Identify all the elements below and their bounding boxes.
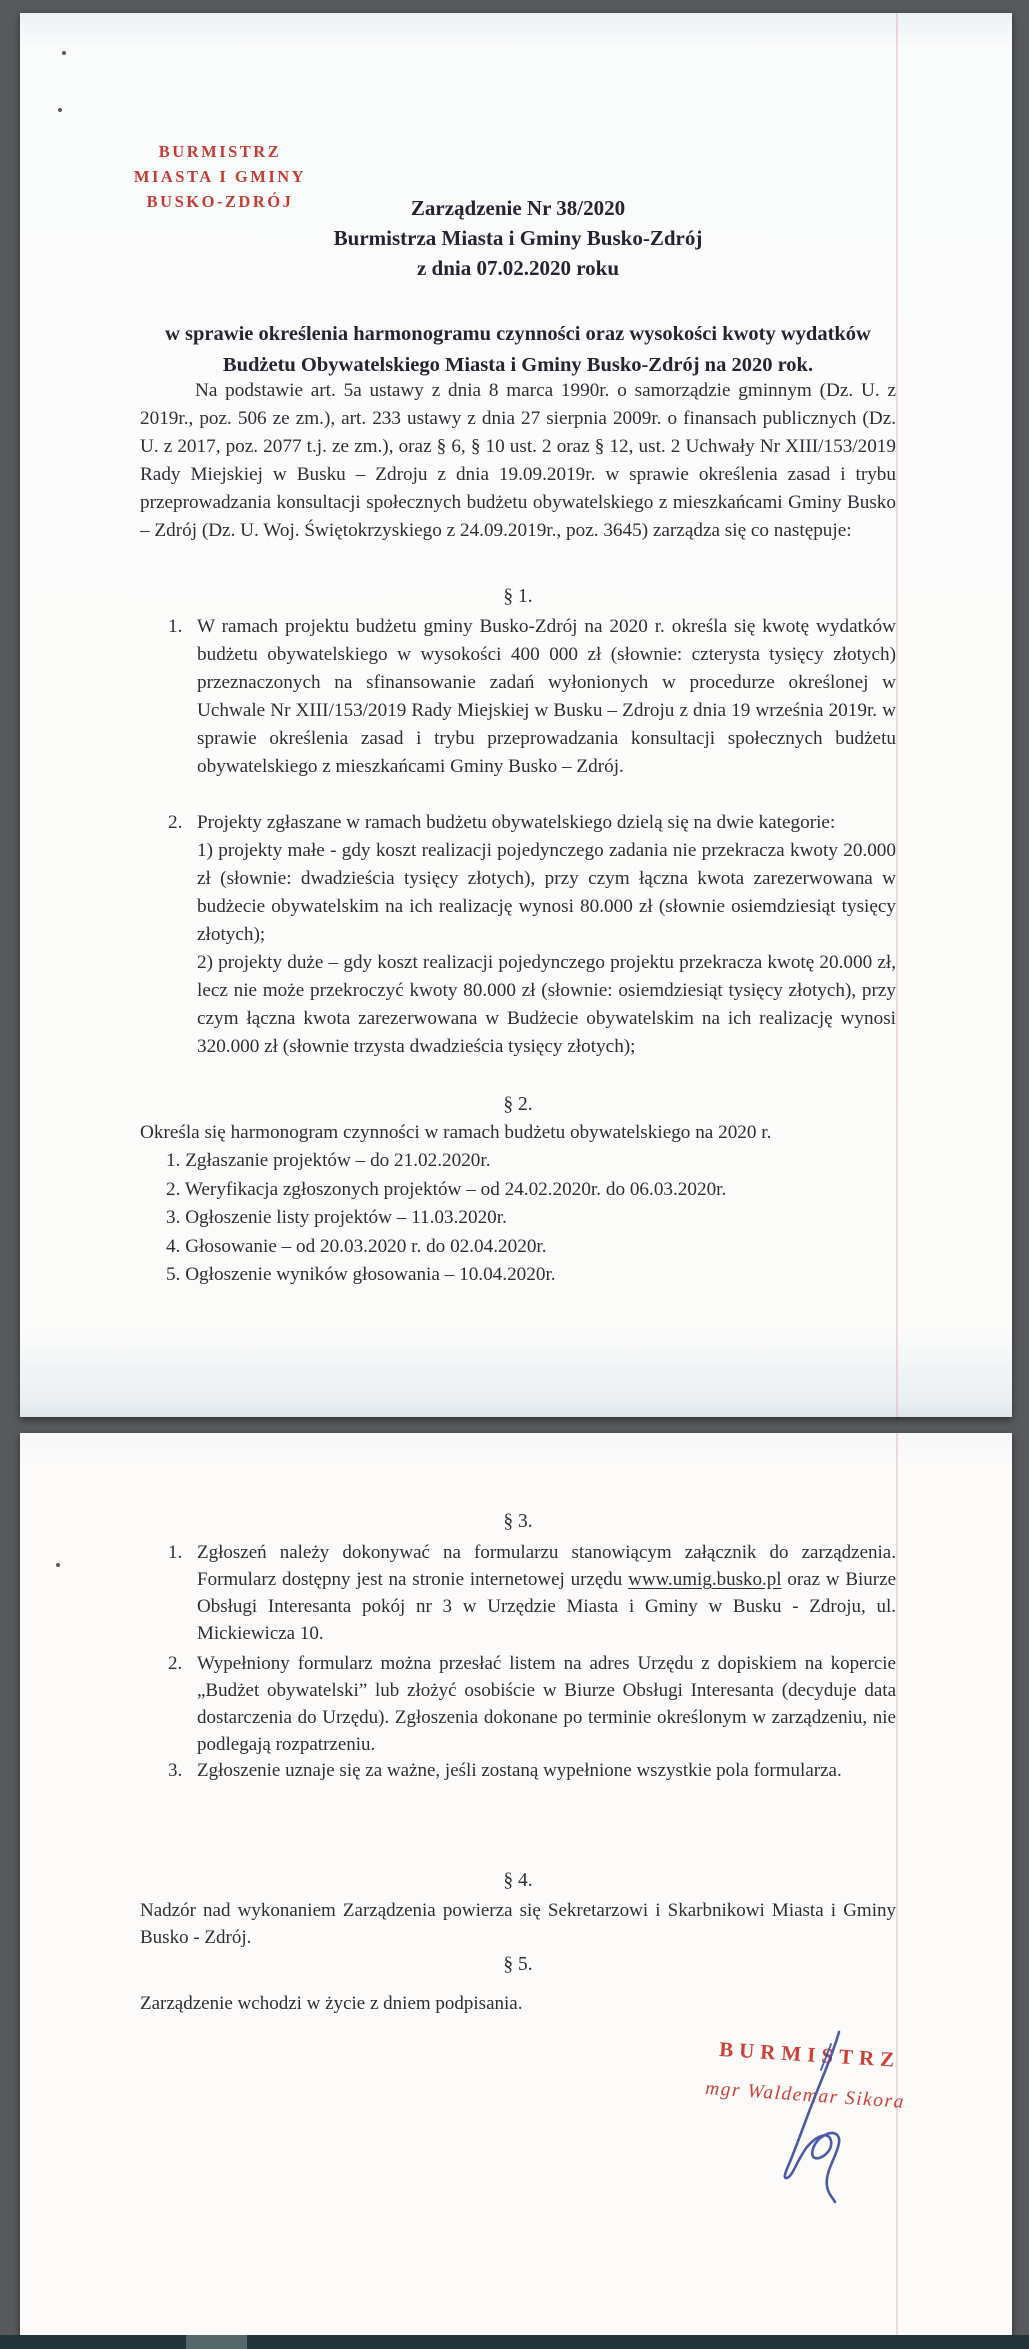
handwritten-signature (776, 2026, 860, 2206)
section-4-heading: § 4. (503, 1870, 533, 1891)
document-title (140, 193, 896, 283)
section1-item-2-point-1: 1) projekty małe - gdy koszt realizacji pojedynczego zadania nie przekracza kwoty 20.000 zł (słownie: dwadzieścia tysięcy złotych), przy czym łączna kwota zarezerwowana w budżecie obywatelskim na ich realizację wynosi 80.000 zł (słownie osiemdziesiąt tysięcy złotych); (197, 840, 896, 945)
supervision-paragraph: Nadzór nad wykonaniem Zarządzenia powierza się Sekretarzowi i Skarbnikowi Miasta i Gminy Busko - Zdrój. (140, 1900, 896, 1948)
section3-item-1-before: Zgłoszeń należy dokonywać na formularzu stanowiącym załącznik do zarządzenia. Formularz dostępny jest na stronie internetowej urzędu (197, 1542, 896, 1590)
section3-item-1-after: oraz w Biurze Obsługi Interesanta pokój nr 3 w Urzędzie Miasta i Gminy w Busku - Zdroju, ul. Mickiewicza 10. (197, 1569, 896, 1644)
document-page-1 (20, 13, 1012, 1417)
legal-basis-paragraph: Na podstawie art. 5a ustawy z dnia 8 marca 1990r. o samorządzie gminnym (Dz. U. z 2019r., poz. 506 ze zm.), art. 233 ustawy z dnia 27 sierpnia 2009r. o finansach publicznych (Dz. U. z 2017, poz. 2077 t.j. ze zm.), oraz § 6, § 10 ust. 2 oraz § 12, ust. 2 Uchwały Nr XIII/153/2019 Rady Miejskiej w Busku – Zdroju z dnia 19.09.2019r. w sprawie określenia zasad i trybu przeprowadzania konsultacji społecznych budżetu obywatelskiego z mieszkańcami Gminy Busko – Zdrój (Dz. U. Woj. Świętokrzyskiego z 24.09.2019r., poz. 3645) zarządza się co następuje: (140, 380, 896, 541)
schedule-list (166, 1147, 896, 1290)
section1-item-1 (168, 613, 896, 781)
form-url-link: www.umig.busko.pl (628, 1569, 782, 1590)
staple-mark (62, 51, 66, 55)
mayor-stamp-title: BURMISTRZ (718, 2037, 901, 2073)
section-3-heading: § 3. (503, 1511, 533, 1532)
section3-item-3-text: Zgłoszenie uznaje się za ważne, jeśli zostaną wypełnione wszystkie pola formularza. (197, 1760, 842, 1781)
section-2-heading: § 2. (503, 1094, 533, 1115)
section1-item-2-point-2: 2) projekty duże – gdy koszt realizacji pojedynczego projektu przekracza kwotę 20.000 zł, lecz nie może przekroczyć kwoty 80.000 zł (słownie: osiemdziesiąt tysięcy złotych), przy czym łączna kwota zarezerwowana w Budżecie obywatelskim na ich realizację wynosi 320.000 zł (słownie trzysta dwadzieścia tysięcy złotych); (197, 952, 896, 1057)
section3-item-3 (168, 1757, 896, 1784)
scan-artifact-line (896, 1433, 898, 2335)
document-title-line-1: Zarządzenie Nr 38/2020 (410, 196, 626, 220)
section-5-heading: § 5. (503, 1954, 533, 1975)
effective-date-paragraph: Zarządzenie wchodzi w życie z dniem podpisania. (140, 1993, 523, 2014)
office-stamp-line-2: MIASTA I GMINY (133, 167, 307, 186)
staple-mark (56, 1563, 60, 1567)
schedule-item: 2. Weryfikacja zgłoszonych projektów – od 24.02.2020r. do 06.03.2020r. (166, 1178, 727, 1200)
document-title-line-2: Burmistrza Miasta i Gminy Busko-Zdrój (333, 226, 703, 250)
schedule-item: 3. Ogłoszenie listy projektów – 11.03.2020r. (166, 1207, 507, 1228)
staple-mark (58, 108, 62, 112)
schedule-item: 4. Głosowanie – od 20.03.2020 r. do 02.04.2020r. (166, 1235, 547, 1257)
document-page-2 (20, 1433, 1012, 2335)
section3-item-2 (168, 1650, 896, 1758)
list-number: 1. (168, 1542, 183, 1563)
list-number: 1. (168, 616, 183, 637)
document-title-line-3: z dnia 07.02.2020 roku (416, 256, 620, 280)
section3-item-1-text (197, 1539, 896, 1647)
horizontal-scrollbar-thumb[interactable] (186, 2335, 247, 2349)
list-number: 3. (168, 1760, 183, 1781)
schedule-item: 5. Ogłoszenie wyników głosowania – 10.04.2020r. (166, 1264, 556, 1285)
section-1-heading: § 1. (503, 586, 533, 607)
horizontal-scrollbar[interactable] (0, 2335, 1029, 2349)
list-number: 2. (168, 812, 183, 833)
office-stamp-line-3: BUSKO-ZDRÓJ (146, 192, 294, 211)
section3-item-2-text: Wypełniony formularz można przesłać listem na adres Urzędu z dopiskiem na kopercie „Budżet obywatelski” lub złożyć osobiście w Biurze Obsługi Interesanta (decyduje data dostarczenia do Urzędu). Zgłoszenia dokonane po terminie określonym w zarządzeniu, nie podlegają rozpatrzeniu. (197, 1653, 896, 1755)
scan-artifact-line (896, 13, 898, 1417)
section1-item-2-intro: Projekty zgłaszane w ramach budżetu obywatelskiego dzielą się na dwie kategorie: (197, 812, 836, 833)
list-number: 2. (168, 1653, 183, 1674)
schedule-intro: Określa się harmonogram czynności w ramach budżetu obywatelskiego na 2020 r. (140, 1122, 772, 1143)
mayor-signature-name: mgr Waldemar Sikora (704, 2078, 906, 2113)
schedule-item: 1. Zgłaszanie projektów – do 21.02.2020r. (166, 1150, 491, 1171)
section3-item-1 (168, 1539, 896, 1647)
office-stamp-line-1: BURMISTRZ (158, 142, 282, 161)
document-subject: w sprawie określenia harmonogramu czynności oraz wysokości kwoty wydatków Budżetu Obywatelskiego Miasta i Gminy Busko-Zdrój na 2020 rok. (165, 323, 871, 376)
section1-item-1-text: W ramach projektu budżetu gminy Busko-Zdrój na 2020 r. określa się kwotę wydatków budżetu obywatelskiego w wysokości 400 000 zł (słownie: czterysta tysięcy złotych) przeznaczonych na sfinansowanie zadań wyłonionych w procedurze określonej w Uchwale Nr XIII/153/2019 Rady Miejskiej w Busku – Zdroju z dnia 19 września 2019r. w sprawie określenia zasad i trybu przeprowadzania konsultacji społecznych budżetu obywatelskiego z mieszkańcami Gminy Busko – Zdrój. (197, 616, 896, 777)
section1-item-2 (168, 809, 896, 1061)
